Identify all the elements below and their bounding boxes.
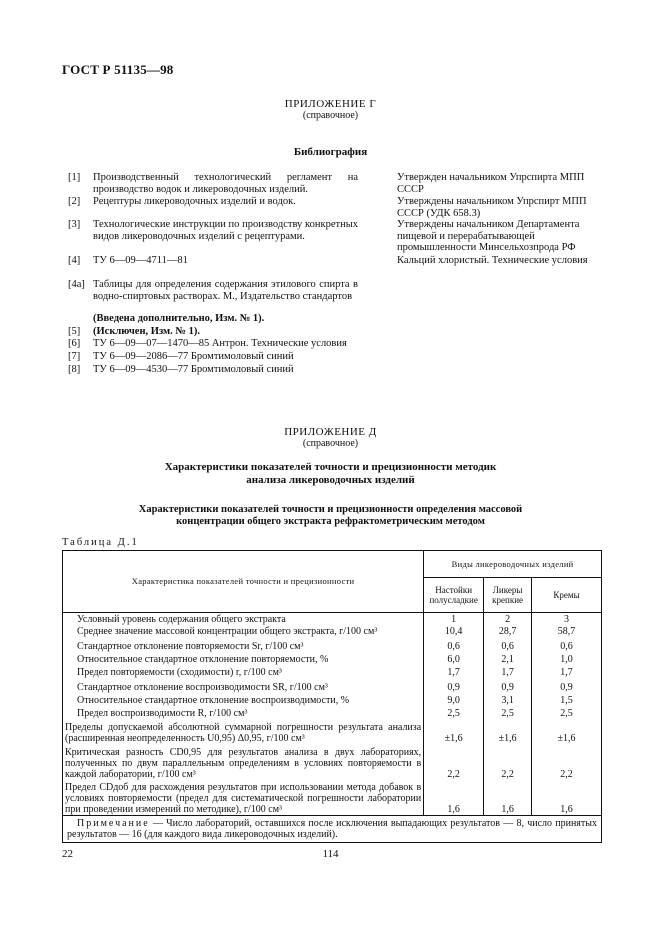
cell-value: 3,1: [484, 693, 532, 706]
table-row: [63, 637, 602, 652]
bib-num: [6]: [68, 338, 81, 349]
bib-text: Таблицы для определения содержания этилового спирта в водно-спиртовых растворах. М., Издательство стандартов: [93, 279, 358, 302]
bib-text: ТУ 6—09—4711—81: [93, 255, 188, 266]
cell-value: 58,7: [532, 625, 602, 637]
note-prefix: Примечание: [77, 818, 150, 829]
table-note-row: [63, 816, 602, 843]
cell-value: 0,9: [424, 678, 484, 693]
cell-value: 1: [424, 613, 484, 625]
precision-table: [62, 550, 602, 843]
cell-value: 1,7: [484, 665, 532, 678]
cell-value: 1,7: [424, 665, 484, 678]
appendix-d-subheading: Характеристики показателей точности и прецизионности определения массовой: [138, 504, 523, 515]
cell-value: 1,0: [532, 652, 602, 665]
bib-note: (Введена дополнительно, Изм. № 1).: [93, 313, 265, 324]
cell-value: ±1,6: [532, 719, 602, 744]
cell-value: 0,6: [484, 637, 532, 652]
row-label: Условный уровень содержания общего экстракта: [63, 613, 424, 625]
bib-approval: Утвержден начальником Упрспирта МПП СССР: [397, 172, 585, 195]
bib-num: [3]: [68, 219, 81, 230]
cell-value: 0,9: [484, 678, 532, 693]
bib-text: ТУ 6—09—4530—77 Бромтимоловый синий: [93, 364, 294, 375]
bib-text: ТУ 6—09—2086—77 Бромтимоловый синий: [93, 351, 294, 362]
appendix-d-heading: анализа ликероводочных изделий: [246, 474, 415, 486]
cell-value: 0,9: [532, 678, 602, 693]
table-caption: Таблица Д.1: [62, 537, 139, 548]
note-text: — Число лабораторий, оставшихся после исключения выпадающих результатов — 8, число принятых результатов — 16 (для каждого вида ликероводочных изделий).: [67, 818, 597, 840]
table-note: [63, 816, 602, 843]
cell-value: 28,7: [484, 625, 532, 637]
table-row: [63, 625, 602, 637]
bib-approval: Утверждены начальником Департамента пищевой и перерабатывающей промышленности Минсельхозпрода РФ: [397, 219, 580, 253]
table-row: [63, 706, 602, 719]
row-label: Критическая разность CD0,95 для результатов анализа в двух лабораториях, полученных по двум параллельным определениям в условиях повторяемости в каждой лаборатории, г/100 см³: [63, 744, 424, 780]
header-characteristic: Характеристика показателей точности и прецизионности: [63, 551, 424, 613]
bib-num: [5]: [68, 326, 81, 337]
cell-value: 2,2: [484, 744, 532, 780]
row-label: Пределы допускаемой абсолютной суммарной погрешности результата анализа (расширенная неопределенность U0,95) Δ0,95, г/100 см³: [63, 719, 424, 744]
cell-value: 1,6: [424, 780, 484, 816]
header-col-kremy: Кремы: [532, 578, 602, 613]
bib-text: Технологические инструкции по производству конкретных видов ликероводочных изделий с рецептурами.: [93, 219, 358, 242]
bibliography-heading: Библиография: [293, 146, 368, 158]
bib-approval: Кальций хлористый. Технические условия: [397, 255, 588, 266]
cell-value: ±1,6: [484, 719, 532, 744]
header-col-likery: Ликеры крепкие: [484, 578, 532, 613]
page-number-left: 22: [62, 848, 73, 860]
cell-value: 3: [532, 613, 602, 625]
cell-value: 1,5: [532, 693, 602, 706]
cell-value: 0,6: [424, 637, 484, 652]
table-row: [63, 693, 602, 706]
table-row: [63, 665, 602, 678]
table-row: [63, 744, 602, 780]
header-col-nastoyki: Настойки полусладкие: [424, 578, 484, 613]
table-row: [63, 678, 602, 693]
page-number-center: 114: [322, 848, 339, 860]
row-label: Предел повторяемости (сходимости) r, г/100 см³: [63, 665, 424, 678]
cell-value: 2,2: [532, 744, 602, 780]
row-label: Относительное стандартное отклонение повторяемости, %: [63, 652, 424, 665]
cell-value: 1,6: [484, 780, 532, 816]
row-label: Предел CDдоб для расхождения результатов при использовании метода добавок в условиях повторяемости (предел для систематической погрешности лаборатории при проведении измерений по методике), г/100 см³: [63, 780, 424, 816]
cell-value: 2,2: [424, 744, 484, 780]
bib-text: (Исключен, Изм. № 1).: [93, 326, 200, 337]
row-label: Относительное стандартное отклонение воспроизводимости, %: [63, 693, 424, 706]
bib-num: [2]: [68, 196, 81, 207]
table-row: [63, 780, 602, 816]
appendix-g-subtitle: (справочное): [302, 110, 359, 121]
table-row: [63, 613, 602, 625]
appendix-g-title: ПРИЛОЖЕНИЕ Г: [284, 98, 377, 110]
row-label: Среднее значение массовой концентрации общего экстракта, г/100 см³: [63, 625, 424, 637]
bib-num: [4]: [68, 255, 81, 266]
bib-num: [7]: [68, 351, 81, 362]
table-row: [63, 719, 602, 744]
bib-approval: Утверждены начальником Упрспирт МПП СССР (УДК 658.3): [397, 196, 587, 219]
cell-value: 2,1: [484, 652, 532, 665]
appendix-d-title: ПРИЛОЖЕНИЕ Д: [284, 426, 377, 438]
row-label: Стандартное отклонение воспроизводимости SR, г/100 см³: [63, 678, 424, 693]
row-label: Предел воспроизводимости R, г/100 см³: [63, 706, 424, 719]
appendix-d-subtitle: (справочное): [302, 438, 359, 449]
document-code: ГОСТ Р 51135—98: [62, 62, 174, 77]
cell-value: ±1,6: [424, 719, 484, 744]
cell-value: 2,5: [532, 706, 602, 719]
cell-value: 1,6: [532, 780, 602, 816]
bib-num: [4а]: [68, 279, 85, 290]
cell-value: 2,5: [424, 706, 484, 719]
cell-value: 9,0: [424, 693, 484, 706]
bib-text: ТУ 6—09—07—1470—85 Антрон. Технические условия: [93, 338, 347, 349]
appendix-d-heading: Характеристики показателей точности и прецизионности методик: [164, 461, 497, 473]
bib-num: [8]: [68, 364, 81, 375]
bib-text: Производственный технологический регламент на производство водок и ликероводочных изделий.: [93, 172, 358, 195]
appendix-d-subheading: концентрации общего экстракта рефрактометрическим методом: [176, 516, 485, 527]
bib-num: [1]: [68, 172, 81, 183]
table-row: [63, 652, 602, 665]
cell-value: 0,6: [532, 637, 602, 652]
cell-value: 1,7: [532, 665, 602, 678]
cell-value: 2: [484, 613, 532, 625]
cell-value: 6,0: [424, 652, 484, 665]
cell-value: 2,5: [484, 706, 532, 719]
cell-value: 10,4: [424, 625, 484, 637]
bib-text: Рецептуры ликероводочных изделий и водок.: [93, 196, 296, 207]
header-product-types: Виды ликероводочных изделий: [424, 551, 602, 578]
row-label: Стандартное отклонение повторяемости Sr, г/100 см³: [63, 637, 424, 652]
